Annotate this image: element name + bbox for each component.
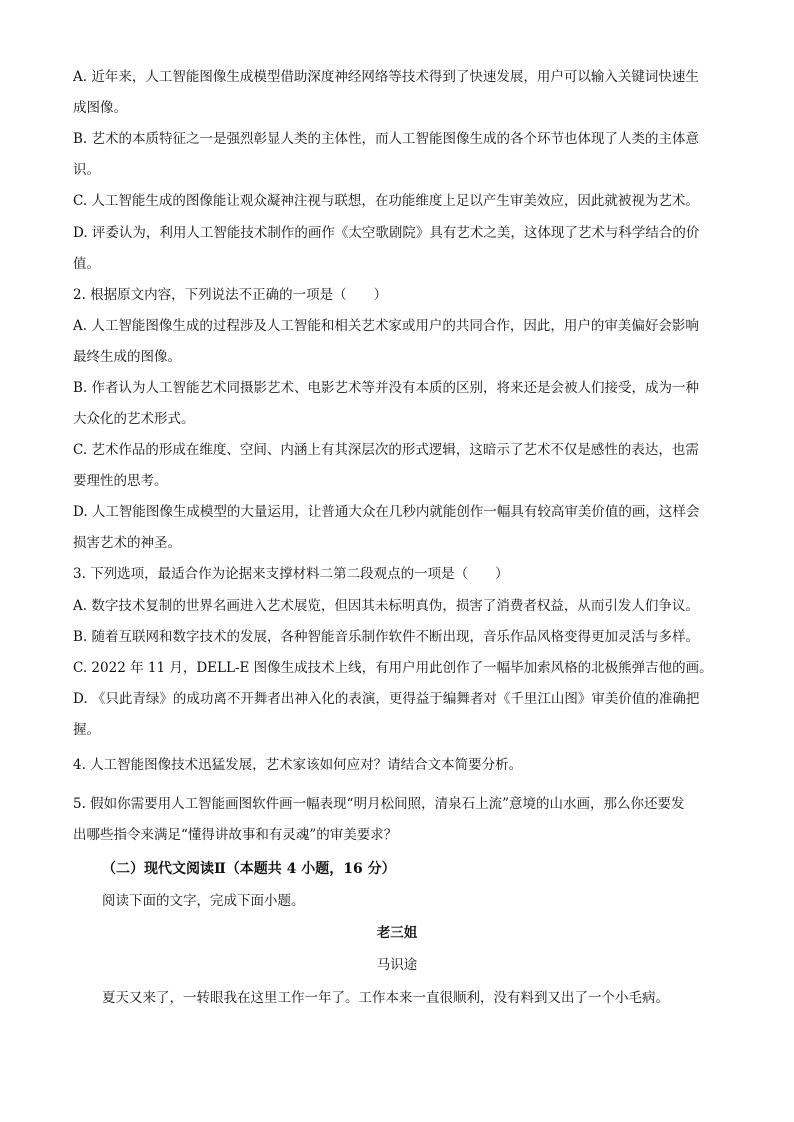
- q3-option-b-line1: B. 随着互联网和数字技术的发展，各种智能音乐制作软件不断出现，音乐作品风格变得更加灵活与多样。: [73, 629, 700, 645]
- q3-stem: 3. 下列选项，最适合作为论据来支撑材料二第二段观点的一项是（ ）: [73, 566, 509, 582]
- q3-option-d-line2: 握。: [73, 722, 100, 738]
- q1-option-b-line1: B. 艺术的本质特征之一是强烈彰显人类的主体性，而人工智能图像生成的各个环节也体现了人类的主体意: [73, 131, 700, 147]
- q2-option-a-line1: A. 人工智能图像生成的过程涉及人工智能和相关艺术家或用户的共同合作，因此，用户的审美偏好会影响: [73, 318, 699, 334]
- q2-option-c-line2: 要理性的思考。: [73, 473, 168, 489]
- q1-option-d-line1: D. 评委认为，利用人工智能技术制作的画作《太空歌剧院》具有艺术之美，这体现了艺术与科学结合的价: [73, 225, 700, 241]
- q1-option-d-line2: 值。: [73, 256, 100, 272]
- q3-option-a-line1: A. 数字技术复制的世界名画进入艺术展览，但因其未标明真伪，损害了消费者权益，从而引发人们争议。: [73, 598, 699, 614]
- q2-option-b-line1: B. 作者认为人工智能艺术同摄影艺术、电影艺术等并没有本质的区别，将来还是会被人们接受，成为一种: [73, 380, 700, 396]
- q5-line2: 出哪些指令来满足“懂得讲故事和有灵魂”的审美要求？: [73, 827, 398, 843]
- q2-option-d-line2: 损害艺术的神圣。: [73, 535, 181, 551]
- section-intro: 阅读下面的文字，完成下面小题。: [102, 893, 305, 909]
- passage-title: 老三姐: [376, 925, 418, 941]
- q2-option-c-line1: C. 艺术作品的形成在维度、空间、内涵上有其深层次的形式逻辑，这暗示了艺术不仅是感性的表达，也需: [73, 442, 699, 458]
- passage-paragraph: 夏天又来了，一转眼我在这里工作一年了。工作本来一直很顺利，没有料到又出了一个小毛病。: [102, 990, 669, 1006]
- q2-option-a-line2: 最终生成的图像。: [73, 349, 181, 365]
- q1-option-a-line2: 成图像。: [73, 100, 127, 116]
- q4-stem: 4. 人工智能图像技术迅猛发展，艺术家该如何应对？请结合文本简要分析。: [73, 757, 523, 773]
- q3-option-d-line1: D. 《只此青绿》的成功离不开舞者出神入化的表演，更得益于编舞者对《千里江山图》审美价值的准确把: [73, 691, 700, 707]
- q1-option-c-line1: C. 人工智能生成的图像能让观众凝神注视与联想，在功能维度上足以产生审美效应，因此就被视为艺术。: [73, 193, 699, 209]
- q3-option-c-line1: C. 2022 年 11 月，DELL-E 图像生成技术上线，有用户用此创作了一幅毕加索风格的北极熊弹吉他的画。: [73, 660, 713, 676]
- q2-option-b-line2: 大众化的艺术形式。: [73, 411, 195, 427]
- q2-stem: 2. 根据原文内容，下列说法不正确的一项是（ ）: [73, 287, 388, 303]
- q1-option-a-line1: A. 近年来，人工智能图像生成模型借助深度神经网络等技术得到了快速发展，用户可以输入关键词快速生: [73, 69, 699, 85]
- section-heading: （二）现代文阅读Ⅱ（本题共 4 小题，16 分）: [102, 861, 396, 877]
- q2-option-d-line1: D. 人工智能图像生成模型的大量运用，让普通大众在几秒内就能创作一幅具有较高审美价值的画，这样会: [73, 504, 700, 520]
- passage-author: 马识途: [376, 957, 418, 973]
- q5-line1: 5. 假如你需要用人工智能画图软件画一幅表现“明月松间照，清泉石上流”意境的山水画，那么你还要发: [73, 796, 685, 812]
- q1-option-b-line2: 识。: [73, 162, 100, 178]
